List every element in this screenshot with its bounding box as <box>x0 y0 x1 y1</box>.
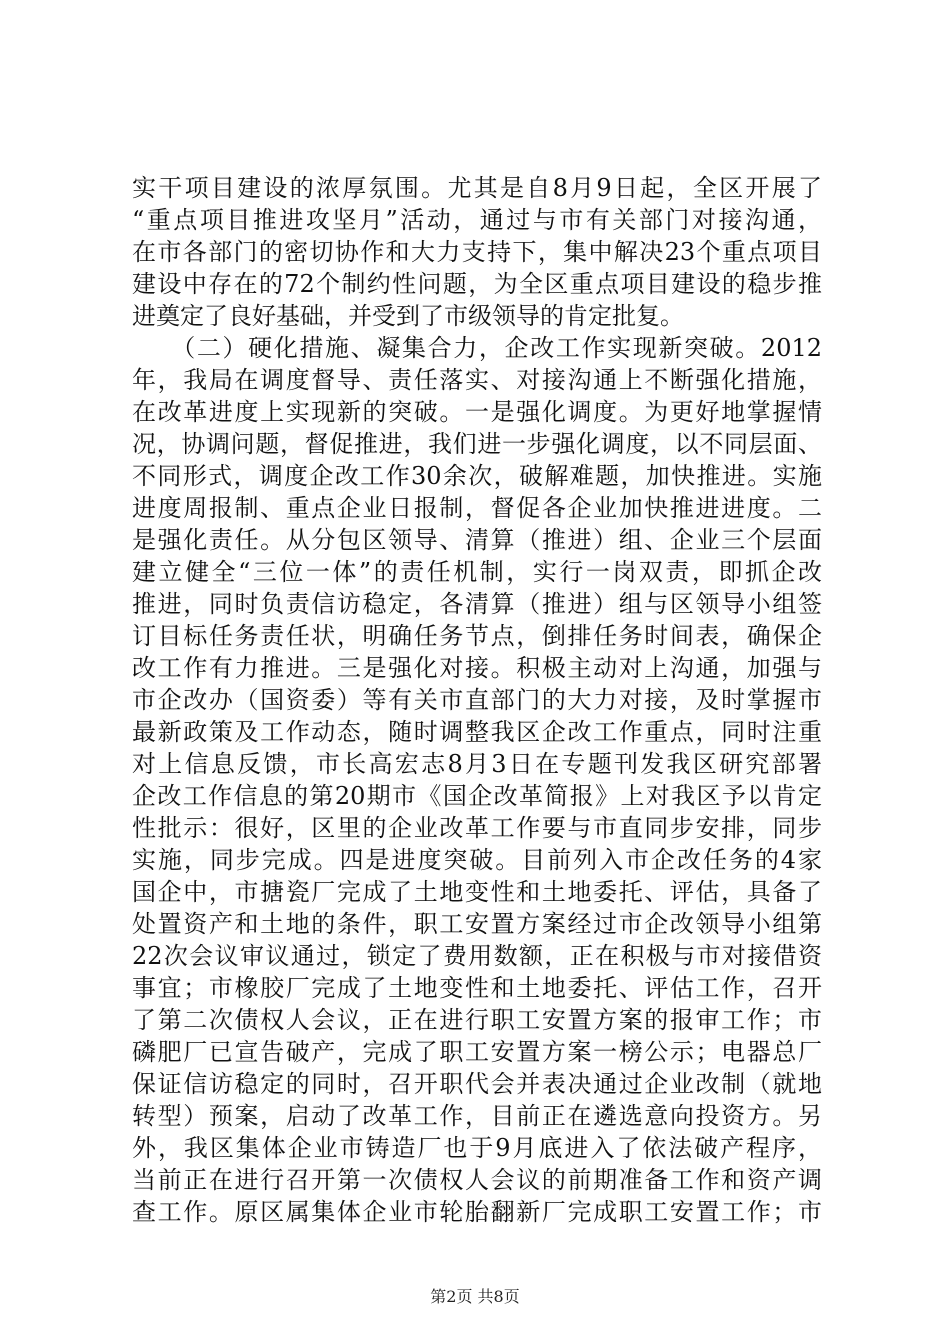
text-line: 实干项目建设的浓厚氛围。尤其是自8月9日起，全区开展了 <box>132 174 822 202</box>
text-line: 最新政策及工作动态，随时调整我区企改工作重点，同时注重 <box>132 718 822 746</box>
text-line: 建设中存在的72个制约性问题，为全区重点项目建设的稳步推 <box>132 270 822 298</box>
text-line: 在改革进度上实现新的突破。一是强化调度。为更好地掌握情 <box>132 398 822 426</box>
text-line: 进度周报制、重点企业日报制，督促各企业加快推进进度。二 <box>132 494 822 522</box>
text-line: “重点项目推进攻坚月”活动，通过与市有关部门对接沟通， <box>132 206 822 234</box>
text-line: 当前正在进行召开第一次债权人会议的前期准备工作和资产调 <box>132 1166 822 1194</box>
text-line: 保证信访稳定的同时，召开职代会并表决通过企业改制（就地 <box>132 1070 822 1098</box>
text-line: 推进，同时负责信访稳定，各清算（推进）组与区领导小组签 <box>132 590 822 618</box>
text-line: 企改工作信息的第20期市《国企改革简报》上对我区予以肯定 <box>132 782 822 810</box>
text-line: 对上信息反馈，市长高宏志8月3日在专题刊发我区研究部署 <box>132 750 822 778</box>
text-line: 市企改办（国资委）等有关市直部门的大力对接，及时掌握市 <box>132 686 822 714</box>
text-line: 在市各部门的密切协作和大力支持下，集中解决23个重点项目 <box>132 238 822 266</box>
text-line: 磷肥厂已宣告破产，完成了职工安置方案一榜公示；电器总厂 <box>132 1038 822 1066</box>
text-line: 查工作。原区属集体企业市轮胎翻新厂完成职工安置工作；市 <box>132 1198 822 1226</box>
text-line: 了第二次债权人会议，正在进行职工安置方案的报审工作；市 <box>132 1006 822 1034</box>
text-line: 建立健全“三位一体”的责任机制，实行一岗双责，即抓企改 <box>132 558 822 586</box>
text-line: 不同形式，调度企改工作30余次，破解难题，加快推进。实施 <box>132 462 822 490</box>
text-line: 况，协调问题，督促推进，我们进一步强化调度，以不同层面、 <box>132 430 822 458</box>
text-line: 国企中，市搪瓷厂完成了土地变性和土地委托、评估，具备了 <box>132 878 822 906</box>
text-line: 实施，同步完成。四是进度突破。目前列入市企改任务的4家 <box>132 846 822 874</box>
body-text <box>132 172 822 1228</box>
text-line: 转型）预案，启动了改革工作，目前正在遴选意向投资方。另 <box>132 1102 822 1130</box>
text-line: 事宜；市橡胶厂完成了土地变性和土地委托、评估工作，召开 <box>132 974 822 1002</box>
text-line: （二）硬化措施、凝集合力，企改工作实现新突破。2012 <box>132 334 822 362</box>
text-line: 进奠定了良好基础，并受到了市级领导的肯定批复。 <box>132 302 684 330</box>
text-line: 改工作有力推进。三是强化对接。积极主动对上沟通，加强与 <box>132 654 822 682</box>
text-line: 订目标任务责任状，明确任务节点，倒排任务时间表，确保企 <box>132 622 822 650</box>
page-footer: 第2页 共8页 <box>430 1287 520 1306</box>
text-line: 性批示：很好，区里的企业改革工作要与市直同步安排，同步 <box>132 814 822 842</box>
text-line: 是强化责任。从分包区领导、清算（推进）组、企业三个层面 <box>132 526 822 554</box>
text-line: 外，我区集体企业市铸造厂也于9月底进入了依法破产程序， <box>132 1134 822 1162</box>
text-line: 年，我局在调度督导、责任落实、对接沟通上不断强化措施， <box>132 366 822 394</box>
text-line: 处置资产和土地的条件，职工安置方案经过市企改领导小组第 <box>132 910 822 938</box>
text-line: 22次会议审议通过，锁定了费用数额，正在积极与市对接借资 <box>132 942 822 970</box>
